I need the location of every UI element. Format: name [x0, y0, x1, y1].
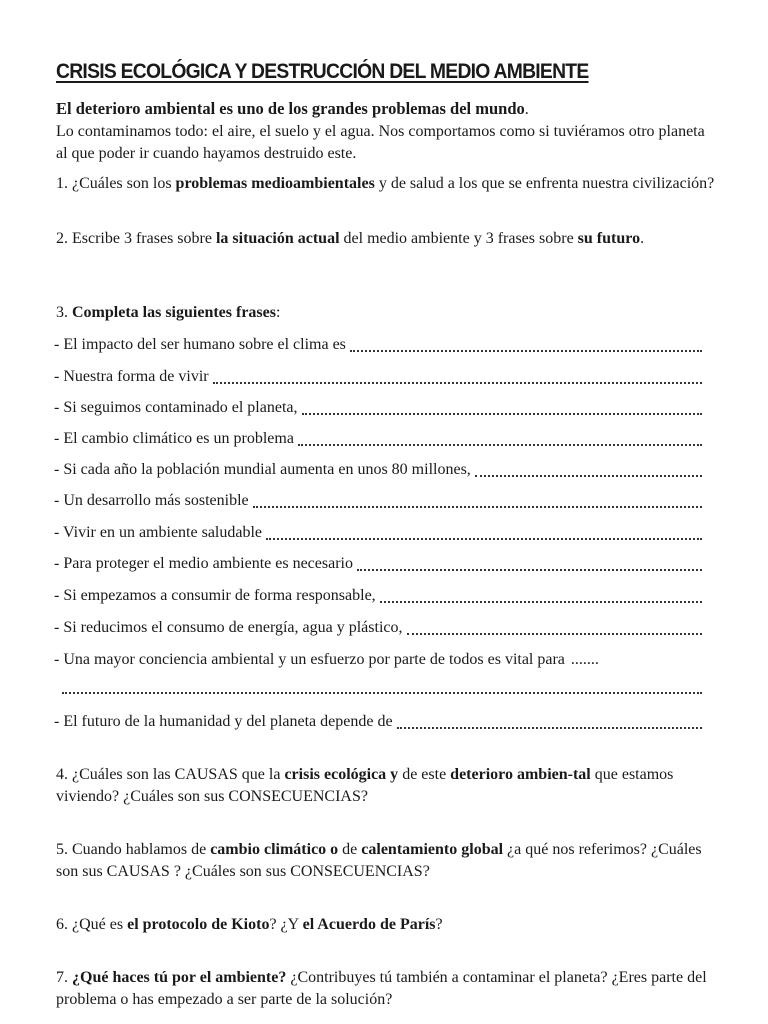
sentence-6[interactable] [54, 490, 702, 512]
sentence-2[interactable] [54, 366, 702, 388]
answer-blank-continuation[interactable] [62, 690, 702, 694]
sentence-4[interactable] [54, 428, 702, 450]
question-3-heading [56, 302, 716, 324]
q6-text-c: ? ¿Y [269, 916, 303, 933]
q1-text-c: y de salud a los que se enfrenta nuestra civilización? [374, 175, 715, 192]
q1-text-a: 1. ¿Cuáles son los [56, 175, 176, 192]
q5-bold-2: calentamiento global [361, 841, 504, 858]
page-title: CRISIS ECOLÓGICA Y DESTRUCCIÓN DEL MEDIO AMBIENTE [56, 60, 589, 83]
q5-bold-1: cambio climático o [210, 841, 339, 858]
answer-blank[interactable] [380, 599, 702, 603]
q4-bold-1: crisis ecológica y [284, 766, 399, 783]
question-1 [56, 173, 716, 195]
q2-text-c: del medio ambiente y 3 frases sobre [339, 230, 578, 247]
q6-text-e: ? [435, 916, 443, 933]
intro-lead-end: . [524, 101, 529, 118]
intro-lead: El deterioro ambiental es uno de los grandes problemas del mundo [56, 99, 525, 118]
q2-text-e: . [640, 230, 645, 247]
q2-bold-2: su futuro [577, 230, 641, 247]
q4-text-c: de este [398, 766, 451, 783]
q3-number: 3. [56, 304, 72, 321]
intro-paragraph [56, 98, 716, 165]
q4-text-a: 4. ¿Cuáles son las CAUSAS que la [56, 766, 285, 783]
answer-blank[interactable] [350, 348, 702, 352]
q7-bold: ¿Qué haces tú por el ambiente? [72, 969, 287, 986]
answer-blank[interactable] [397, 725, 702, 729]
sentence-stem: - Vivir en un ambiente saludable [54, 524, 263, 541]
sentence-stem: - Si reducimos el consumo de energía, agua y plástico, [54, 619, 403, 636]
answer-blank[interactable] [298, 442, 702, 446]
sentence-stem: - Una mayor conciencia ambiental y un esfuerzo por parte de todos es vital para [54, 651, 565, 668]
sentence-stem: - Para proteger el medio ambiente es necesario [54, 555, 353, 572]
sentence-stem: - Un desarrollo más sostenible [54, 492, 249, 509]
sentence-1[interactable] [54, 334, 702, 356]
sentence-10[interactable] [54, 617, 702, 639]
sentence-5[interactable] [54, 459, 702, 481]
question-4 [56, 764, 716, 808]
answer-blank[interactable] [302, 411, 703, 415]
sentence-9[interactable] [54, 585, 702, 607]
q3-bold: Completa las siguientes frases [72, 304, 276, 321]
answer-blank[interactable] [357, 567, 702, 571]
sentence-ellipsis: ....... [570, 651, 599, 668]
sentence-stem: - Si cada año la población mundial aumenta en unos 80 millones, [54, 461, 471, 478]
question-6 [56, 914, 716, 936]
question-7 [56, 967, 716, 1011]
sentence-stem: - El impacto del ser humano sobre el clima es [54, 336, 346, 353]
question-5 [56, 839, 716, 883]
answer-blank[interactable] [213, 380, 702, 384]
sentence-stem: - El futuro de la humanidad y del planeta depende de [54, 713, 393, 730]
sentence-12[interactable] [54, 711, 702, 733]
q4-text-e: que estamos viviendo? ¿Cuáles son sus CONSECUENCIAS? [56, 766, 674, 805]
answer-blank[interactable] [475, 473, 702, 477]
question-2 [56, 228, 716, 250]
sentence-7[interactable] [54, 522, 702, 544]
q5-text-c: de [338, 841, 362, 858]
q6-bold-2: el Acuerdo de París [302, 916, 436, 933]
q5-text-a: 5. Cuando hablamos de [56, 841, 211, 858]
sentence-stem: - Si empezamos a consumir de forma responsable, [54, 587, 376, 604]
q2-text-a: 2. Escribe 3 frases sobre [56, 230, 216, 247]
sentence-8[interactable] [54, 553, 702, 575]
answer-blank[interactable] [407, 631, 703, 635]
q4-bold-2: deterioro ambien-tal [450, 766, 591, 783]
q5-text-e: ¿a qué nos referimos? ¿Cuáles son sus CAUSAS ? ¿Cuáles son sus CONSECUENCIAS? [56, 841, 702, 880]
sentence-stem: - El cambio climático es un problema [54, 430, 294, 447]
q6-bold-1: el protocolo de Kioto [127, 916, 270, 933]
q3-colon: : [275, 304, 281, 321]
intro-body: Lo contaminamos todo: el aire, el suelo y el agua. Nos comportamos como si tuviéramos otro planeta al que poder ir cuando hayamos destruido este. [56, 123, 705, 162]
q2-bold-1: la situación actual [215, 230, 340, 247]
q6-text-a: 6. ¿Qué es [56, 916, 128, 933]
sentence-stem: - Nuestra forma de vivir [54, 368, 209, 385]
sentence-stem: - Si seguimos contaminado el planeta, [54, 399, 298, 416]
answer-blank[interactable] [266, 536, 702, 540]
q1-bold: problemas medioambientales [175, 175, 375, 192]
q7-number: 7. [56, 969, 72, 986]
q7-text-c: ¿Contribuyes tú también a contaminar el planeta? ¿Eres parte del problema o has empezado a ser parte de la solución? [56, 969, 707, 1008]
sentence-3[interactable] [54, 397, 702, 419]
answer-blank[interactable] [253, 504, 702, 508]
sentence-11[interactable] [54, 649, 702, 671]
